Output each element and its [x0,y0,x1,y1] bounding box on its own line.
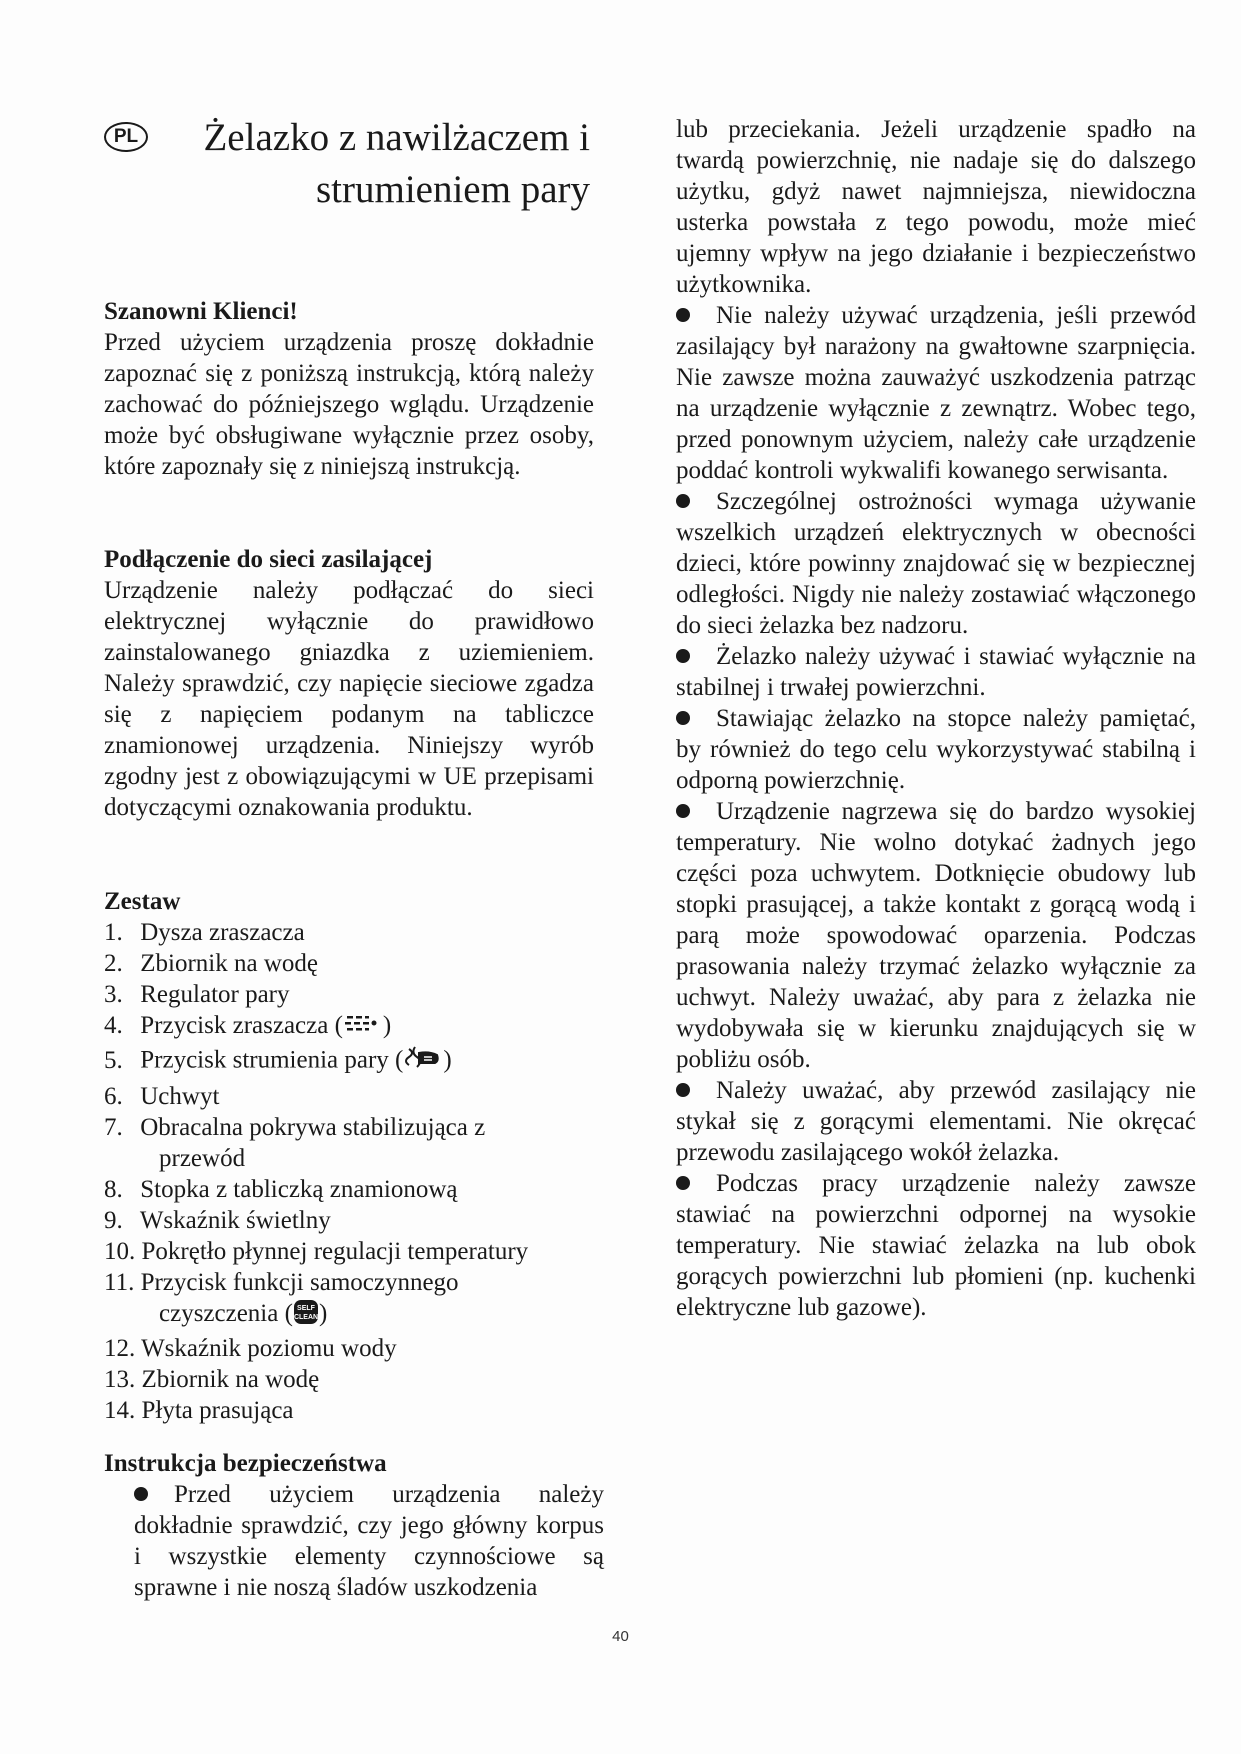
language-badge: PL [104,122,148,152]
power-section [104,544,594,823]
safety-bullet: Szczególnej ostrożności wymaga używanie wszelkich urządzeń elektrycznych w obecności dzieci, które powinny znajdować się w bezpiecznej odległości. Nigdy nie należy zostawiać włączonego do sieci żelazka bez nadzoru. [676,488,1196,639]
continuation-text: lub przeciekania. Jeżeli urządzenie spadło na twardą powierzchnię, nie nadaje się do dalszego użytku, gdyż nawet najmniejsza, niewidoczna usterka powstała z tego powodu, może mieć ujemny wpływ na jego działanie i bezpieczeństwo użytkownika. [676,116,1196,298]
list-item: 5. Przycisk strumienia pary ( ) [104,1043,594,1081]
safety-bullet: Podczas pracy urządzenie należy zawsze stawiać na powierzchni odpornej na wysokie temperatury. Nie stawiać żelazka na lub obok gorących powierzchni lub płomieni (np. kuchenki elektryczne lub gazowe). [676,1170,1196,1321]
power-heading: Podłączenie do sieci zasilającej [104,546,433,573]
bullet-icon [676,649,690,663]
safety-bullet: Stawiając żelazko na stopce należy pamiętać, by również do tego celu wykorzystywać stabilną i odporną powierzchnię. [676,705,1196,794]
list-item: 1. Dysza zraszacza [104,919,305,946]
safety-heading: Instrukcja bezpieczeństwa [104,1450,387,1477]
page-title [170,112,590,216]
list-item: 10. Pokrętło płynnej regulacji temperatury [104,1238,529,1266]
bullet-icon [676,804,690,818]
bullet-icon [676,1176,690,1190]
list-item: 2. Zbiornik na wodę [104,950,318,977]
list-item: 7. Obracalna pokrywa stabilizująca z przewód [104,1114,486,1173]
safety-bullet: Urządzenie nagrzewa się do bardzo wysokiej temperatury. Nie wolno dotykać żadnych jego części poza uchwytem. Dotknięcie obudowy lub stopki prasującej, a także kontakt z gorącą wodą i parą może spowodować oparzenia. Podczas prasowania należy trzymać żelazko wyłącznie za uchwyt. Należy uważać, aby para z żelazka nie wydobywała się w kierunku znajdujących się w pobliżu osób. [676,798,1196,1073]
list-item: 12. Wskaźnik poziomu wody [104,1334,397,1362]
title-line-1: Żelazko z nawilżaczem i [203,116,590,159]
safety-bullet: Przed użyciem urządzenia należy dokładnie sprawdzić, czy jego główny korpus i wszystkie elementy czynnościowe są sprawne i nie noszą śladów uszkodzenia [134,1481,604,1601]
list-item: 9. Wskaźnik świetlny [104,1207,331,1235]
safety-bullet: Żelazko należy używać i stawiać wyłącznie na stabilnej i trwałej powierzchni. [676,643,1196,701]
intro-section [104,296,594,482]
bullet-icon [676,1083,690,1097]
list-item: 6. Uchwyt [104,1083,220,1111]
list-item: 3. Regulator pary [104,981,290,1008]
list-item: 4. Przycisk zraszacza ( ) [104,1010,594,1043]
bullet-icon [676,308,690,322]
list-item: 14. Płyta prasująca [104,1396,294,1424]
title-line-2: strumieniem pary [315,168,590,211]
svg-text:SELF: SELF [296,1304,315,1312]
safety-bullet: Nie należy używać urządzenia, jeśli przewód zasilający był narażony na gwałtowne szarpnięcia. Nie zawsze można zauważyć uszkodzenia patrząc na urządzenie wyłącznie z zewnątrz. Wobec tego, przed ponownym użyciem, należy całe urządzenie poddać kontroli wykwalifi kowanego serwisanta. [676,302,1196,484]
right-column [676,114,1196,1323]
safety-bullet: Należy uważać, aby przewód zasilający nie stykał się z gorącymi elementami. Nie okręcać przewodu zasilającego wokół żelazka. [676,1077,1196,1166]
self-clean-icon [293,1299,319,1333]
svg-text:CLEAN: CLEAN [293,1313,318,1321]
power-text: Urządzenie należy podłączać do sieci elektrycznej wyłącznie do prawidłowo zainstalowanego gniazdka z uziemieniem. Należy sprawdzić, czy napięcie sieciowe zgadza się z napięciem podanym na tabliczce znamionowej urządzenia. Niniejszy wyrób zgodny jest z obowiązującymi w UE przepisami dotyczącymi oznakowania produktu. [104,577,594,821]
list-item: 8. Stopka z tabliczką znamionową [104,1176,458,1204]
bullet-icon [676,494,690,508]
safety-section [104,1448,604,1603]
parts-list [104,917,594,1426]
list-item: 13. Zbiornik na wodę [104,1365,320,1393]
set-section [104,886,594,1426]
bullet-icon [676,711,690,725]
intro-text: Przed użyciem urządzenia proszę dokładnie zapoznać się z poniższą instrukcją, którą należy zachować do późniejszego wglądu. Urządzenie może być obsługiwane wyłącznie przez osoby, które zapoznały się z niniejszą instrukcją. [104,329,594,480]
spray-icon [343,1011,383,1043]
bullet-icon [134,1487,148,1501]
list-item: 11. Przycisk funkcji samoczynnego czyszczenia ( SELF CLEAN ) [104,1267,594,1332]
intro-heading: Szanowni Klienci! [104,298,298,325]
page-number: 40 [612,1628,629,1645]
steam-burst-icon [403,1043,443,1081]
set-heading: Zestaw [104,888,181,915]
